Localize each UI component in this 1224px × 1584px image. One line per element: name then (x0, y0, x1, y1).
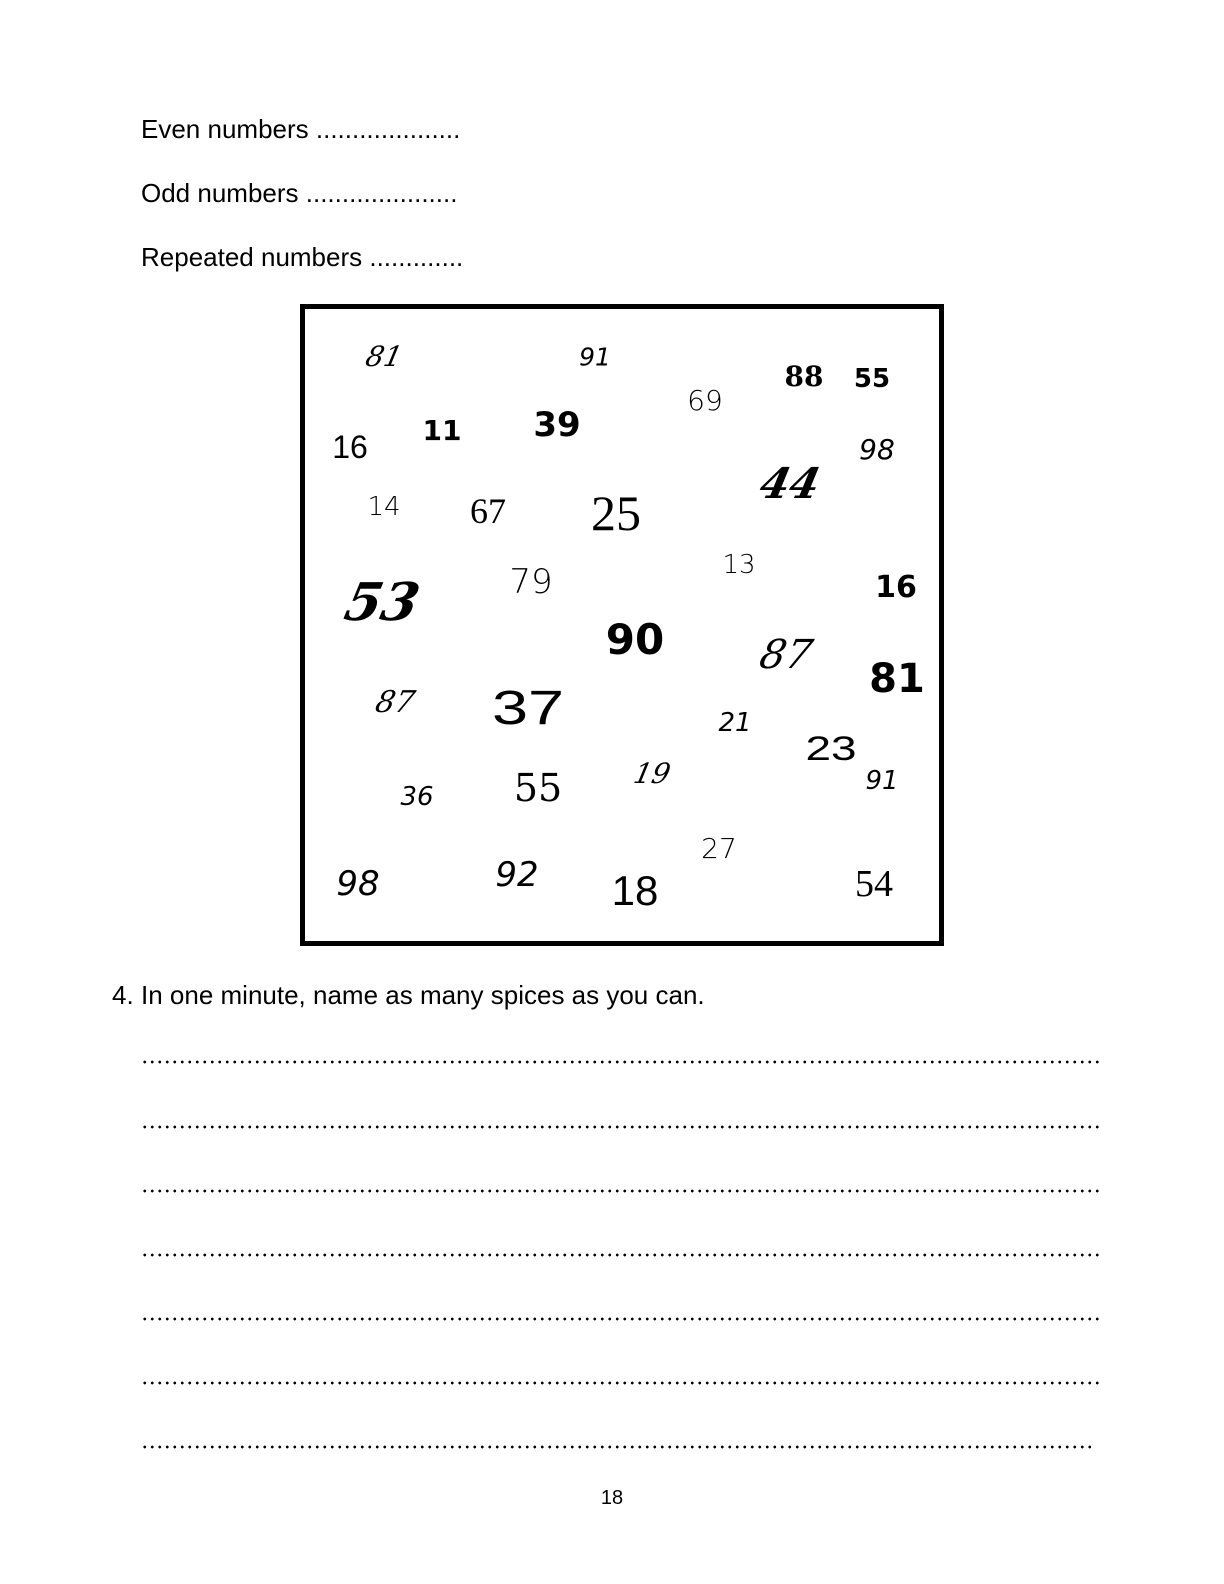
number-item: 14 (367, 492, 401, 522)
question-4 (112, 980, 705, 1010)
number-item: 18 (611, 867, 659, 914)
number-item: 19 (630, 757, 674, 790)
repeated-numbers-prompt: Repeated numbers ............. (141, 242, 464, 272)
even-numbers-prompt: Even numbers .................... (141, 114, 461, 144)
number-item: 90 (605, 615, 665, 664)
number-item: 79 (509, 562, 553, 602)
number-item: 91 (579, 342, 611, 372)
odd-numbers-prompt: Odd numbers ..................... (141, 178, 458, 208)
number-item: 36 (400, 782, 434, 812)
number-item: 37 (491, 682, 565, 735)
number-item: 87 (372, 685, 418, 720)
number-item: 54 (855, 863, 893, 905)
number-item: 21 (718, 708, 752, 738)
number-item: 81 (869, 656, 925, 702)
answer-line[interactable] (141, 1381, 1099, 1385)
answer-line[interactable] (141, 1317, 1099, 1321)
number-item: 55 (513, 766, 563, 810)
number-item: 23 (805, 730, 857, 768)
number-item: 69 (687, 384, 723, 417)
number-item: 13 (722, 550, 756, 580)
number-item: 27 (701, 832, 737, 865)
number-item: 92 (495, 855, 539, 895)
number-item: 44 (755, 459, 825, 508)
answer-line[interactable] (141, 1060, 1099, 1064)
page-number: 18 (600, 1487, 624, 1509)
answer-line[interactable] (141, 1189, 1099, 1193)
number-item: 16 (332, 429, 368, 465)
number-item: 53 (339, 572, 425, 633)
number-item: 11 (422, 414, 462, 447)
number-item: 87 (755, 632, 817, 678)
answer-line[interactable] (141, 1125, 1099, 1129)
question-text: In one minute, name as many spices as you can. (141, 980, 705, 1010)
question-number: 4. (112, 980, 134, 1010)
number-item: 88 (784, 360, 824, 393)
number-item: 55 (853, 364, 891, 394)
number-box (300, 304, 944, 946)
number-item: 91 (865, 766, 899, 796)
number-item: 98 (859, 433, 895, 466)
number-item: 81 (362, 340, 406, 373)
number-item: 16 (875, 570, 917, 605)
number-item: 39 (533, 405, 581, 445)
answer-line[interactable] (141, 1445, 1091, 1449)
number-item: 98 (336, 864, 380, 904)
number-item: 67 (470, 491, 506, 531)
number-item: 25 (591, 485, 641, 541)
answer-line[interactable] (141, 1253, 1099, 1257)
